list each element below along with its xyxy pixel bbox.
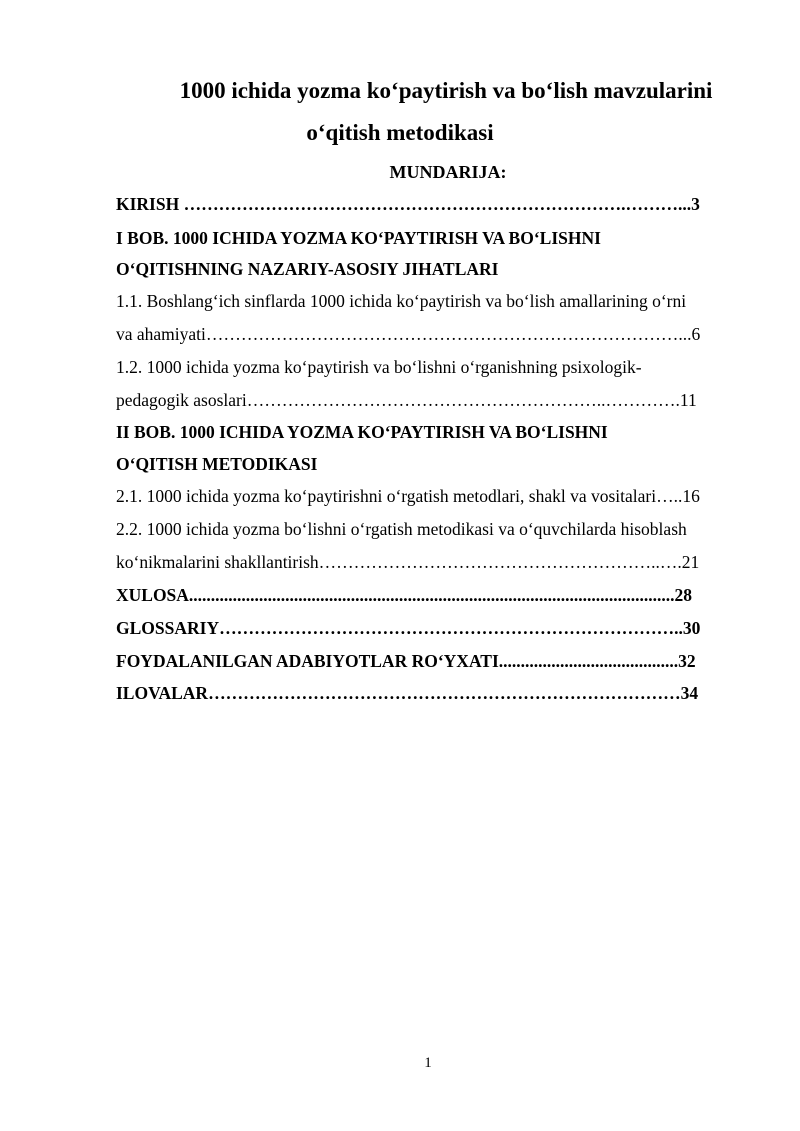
toc-entry: II BOB. 1000 ICHIDA YOZMA KO‘PAYTIRISH VA BO‘LISHNI: [116, 422, 608, 442]
toc-entry: 1.2. 1000 ichida yozma ko‘paytirish va bo‘lishni o‘rganishning psixologik-: [116, 357, 642, 377]
toc-entry: I BOB. 1000 ICHIDA YOZMA KO‘PAYTIRISH VA BO‘LISHNI: [116, 228, 601, 248]
toc-entry: FOYDALANILGAN ADABIYOTLAR RO‘YXATI.........................................32: [116, 651, 696, 671]
toc-entry: ILOVALAR………………………………………………………………………34: [116, 683, 699, 703]
document-title-line-2: o‘qitish metodikasi: [306, 120, 494, 145]
toc-entry: 1.1. Boshlang‘ich sinflarda 1000 ichida ko‘paytirish va bo‘lish amallarining o‘rni: [116, 291, 687, 311]
contents-heading: MUNDARIJA:: [389, 162, 507, 182]
toc-entry: ko‘nikmalarini shakllantirish…………………………………………………..….21: [116, 552, 700, 572]
toc-entry: GLOSSARIY……………………………………………………………………..30: [116, 618, 701, 638]
document-title-line-1: 1000 ichida yozma ko‘paytirish va bo‘lish mavzularini: [179, 78, 713, 103]
page-number: 1: [424, 1055, 432, 1071]
toc-entry: XULOSA...............................................................................................................28: [116, 585, 693, 605]
toc-entry: 2.1. 1000 ichida yozma ko‘paytirishni o‘rgatish metodlari, shakl va vositalari…..16: [116, 486, 700, 506]
toc-entry: pedagogik asoslari……………………………………………………..………….11: [116, 390, 697, 410]
toc-entry: O‘QITISHNING NAZARIY-ASOSIY JIHATLARI: [116, 259, 499, 279]
toc-entry: va ahamiyati………………………………………………………………………...6: [116, 324, 701, 344]
toc-entry: O‘QITISH METODIKASI: [116, 454, 318, 474]
toc-entry: 2.2. 1000 ichida yozma bo‘lishni o‘rgatish metodikasi va o‘quvchilarda hisoblash: [116, 519, 687, 539]
toc-entry: KIRISH ………………………………………………………………….………...3: [116, 194, 700, 214]
